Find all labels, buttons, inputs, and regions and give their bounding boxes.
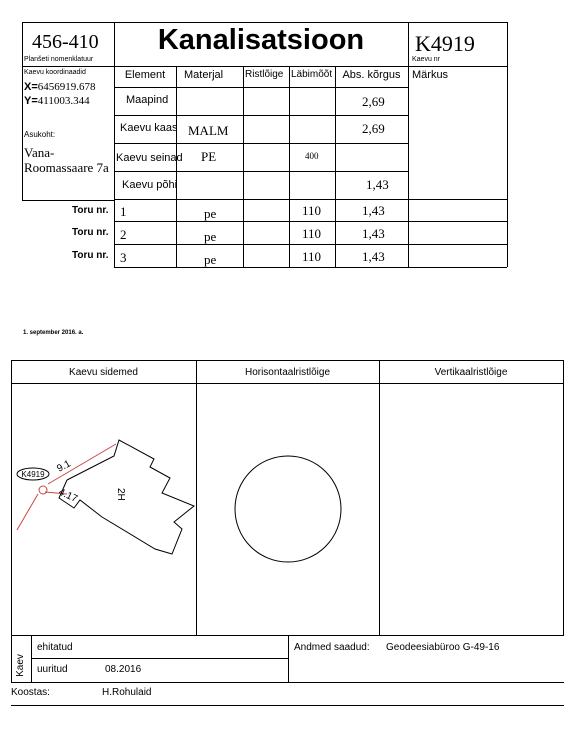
side-label: Kaev — [14, 654, 26, 677]
author-value: H.Rohulaid — [102, 687, 152, 698]
address-label: Asukoht: — [24, 130, 56, 139]
x-value: 6456919.678 — [37, 81, 96, 93]
pipe-nr: 3 — [120, 250, 127, 265]
address-line2: Roomassaare 7a — [24, 160, 109, 175]
row-element: Maapind — [126, 94, 169, 106]
sheet-number: 456-410 — [32, 31, 99, 53]
row-element: Kaevu kaas — [120, 122, 178, 134]
y-label: Y= — [24, 95, 38, 107]
pipe-diameter: 110 — [302, 226, 322, 241]
page-title: Kanalisatsioon — [157, 24, 365, 56]
row-abs: 2,69 — [362, 94, 385, 109]
row-abs: 1,43 — [366, 177, 389, 192]
author-label: Koostas: — [11, 687, 50, 698]
built-label: ehitatud — [37, 642, 73, 653]
source-label: Andmed saadud: — [294, 642, 370, 653]
col-links-title: Kaevu sidemed — [69, 367, 138, 378]
col-element: Element — [124, 69, 166, 81]
col-diameter: Läbimõõt — [291, 69, 333, 80]
dimension-label: 9.1 — [55, 458, 73, 475]
pipe-nr: 1 — [120, 204, 127, 219]
row-material: PE — [201, 149, 217, 164]
pipe-label: Toru nr. — [72, 250, 109, 261]
well-circle — [235, 456, 341, 562]
house-label: 2H — [115, 488, 126, 501]
pipe-abs: 1,43 — [362, 203, 385, 218]
source-value: Geodeesiabüroo G-49-16 — [386, 642, 500, 653]
row-element: Kaevu seinad — [116, 152, 183, 164]
row-material: MALM — [188, 123, 229, 138]
pipe-abs: 1,43 — [362, 249, 385, 264]
pipe-diameter: 110 — [302, 203, 322, 218]
well-caption: Kaevu nr — [412, 56, 441, 63]
row-diameter: 400 — [305, 151, 319, 161]
document-date: 1. september 2016. a. — [23, 330, 84, 336]
col-section: Ristlõige — [245, 69, 284, 80]
pipe-line — [17, 494, 38, 530]
horizontal-section — [197, 384, 379, 635]
site-sketch — [12, 384, 196, 635]
col-horizontal-title: Horisontaalristlõige — [244, 367, 331, 378]
y-value: 411003.344 — [37, 95, 90, 107]
pipe-material: pe — [204, 229, 217, 244]
pipe-label: Toru nr. — [72, 227, 109, 238]
col-material: Materjal — [184, 69, 224, 81]
col-vertical-title: Vertikaalristlõige — [434, 367, 508, 378]
sheet-caption: Planšeti nomenklatuur — [24, 56, 94, 63]
surveyed-label: uuritud — [37, 664, 68, 675]
coords-label: Kaevu koordinaadid — [24, 69, 86, 76]
x-label: X= — [24, 81, 38, 93]
pipe-abs: 1,43 — [362, 226, 385, 241]
surveyed-value: 08.2016 — [105, 664, 142, 675]
pipe-diameter: 110 — [302, 249, 322, 264]
pipe-material: pe — [204, 206, 217, 221]
col-remark: Märkus — [412, 69, 449, 81]
pipe-label: Toru nr. — [72, 205, 109, 216]
row-element: Kaevu põhi — [122, 179, 178, 191]
dimension-label: 4.17 — [56, 486, 80, 505]
row-abs: 2,69 — [362, 121, 385, 136]
well-id: K4919 — [415, 31, 475, 56]
well-marker — [39, 486, 47, 494]
well-tag: K4919 — [21, 470, 45, 479]
col-abs: Abs. kõrgus — [342, 69, 401, 81]
pipe-material: pe — [204, 252, 217, 267]
address-line1: Vana- — [24, 145, 55, 160]
pipe-nr: 2 — [120, 227, 127, 242]
